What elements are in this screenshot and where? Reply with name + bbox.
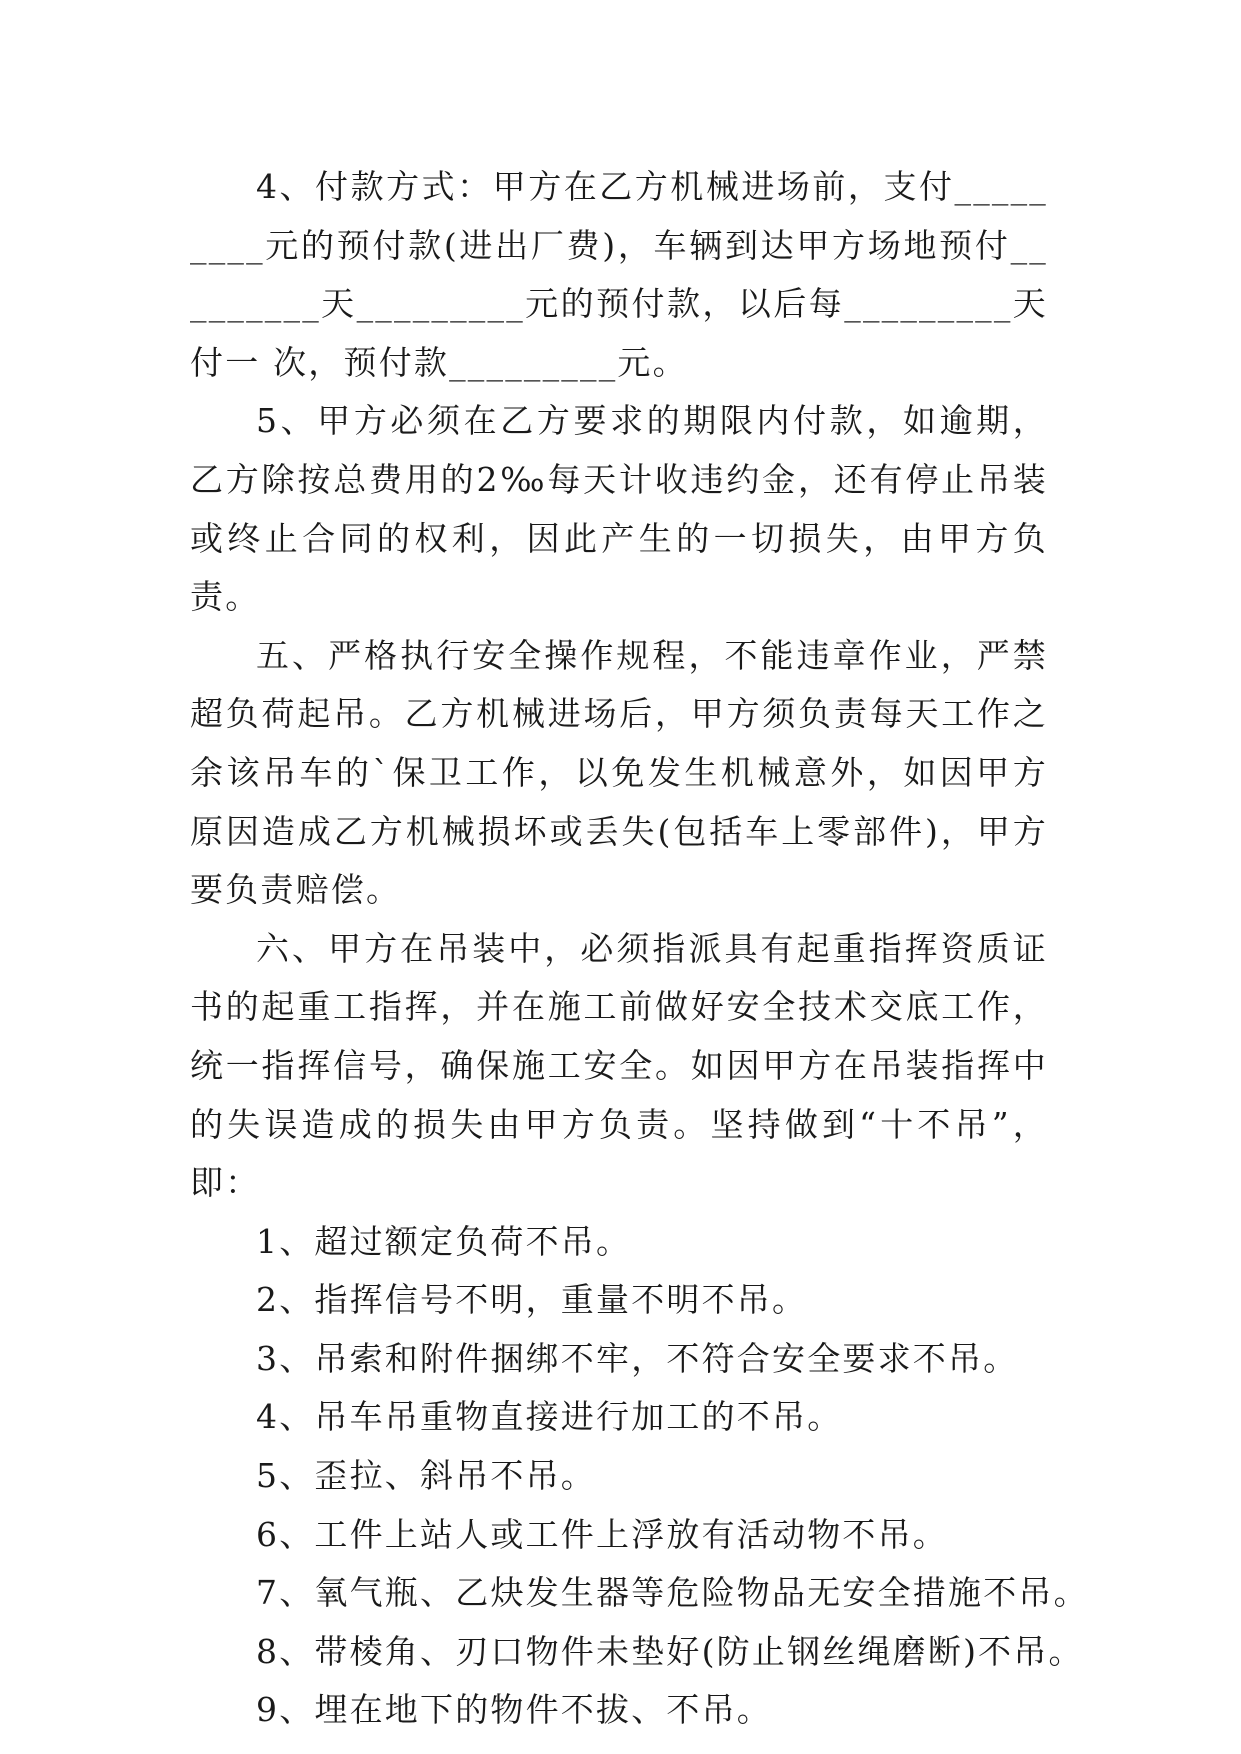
list-item-rule-6: 6、工件上站人或工件上浮放有活动物不吊。 (256, 1514, 948, 1554)
list-item-rule-2: 2、指挥信号不明，重量不明不吊。 (256, 1280, 808, 1320)
list-item-rule-3: 3、吊索和附件捆绑不牢，不符合安全要求不吊。 (256, 1338, 1019, 1378)
paragraph-late-payment: 5、甲方必须在乙方要求的期限内付款，如逾期，乙方除按总费用的2‰每天计收违约金，还有停止吊装或终止合同的权利，因此产生的一切损失，由甲方负责。 (190, 401, 1048, 617)
document-body (190, 158, 1089, 1740)
list-item-rule-7: 7、氧气瓶、乙炔发生器等危险物品无安全措施不吊。 (256, 1573, 1089, 1613)
list-item-rule-4: 4、吊车吊重物直接进行加工的不吊。 (256, 1397, 843, 1437)
list-item-rule-1: 1、超过额定负荷不吊。 (256, 1221, 632, 1261)
list-item-rule-9: 9、埋在地下的物件不拔、不吊。 (256, 1690, 772, 1730)
paragraph-safety-operation: 五、严格执行安全操作规程，不能违章作业，严禁超负荷起吊。乙方机械进场后，甲方须负责每天工作之余该吊车的`保卫工作，以免发生机械意外，如因甲方原因造成乙方机械损坏或丢失(包括车上零部件)，甲方要负责赔偿。 (190, 635, 1048, 910)
paragraph-payment-method: 4、付款方式：甲方在乙方机械进场前，支付_________元的预付款(进出厂费)，车辆到达甲方场地预付_________天_________元的预付款，以后每_________天付一 次，预付款_________元。 (190, 167, 1048, 382)
list-item-rule-5: 5、歪拉、斜吊不吊。 (256, 1456, 596, 1496)
list-item-rule-8: 8、带棱角、刃口物件未垫好(防止钢丝绳磨断)不吊。 (256, 1631, 1084, 1671)
paragraph-lifting-command: 六、甲方在吊装中，必须指派具有起重指挥资质证书的起重工指挥，并在施工前做好安全技术交底工作，统一指挥信号，确保施工安全。如因甲方在吊装指挥中的失误造成的损失由甲方负责。坚持做到“十不吊”，即： (190, 928, 1048, 1203)
